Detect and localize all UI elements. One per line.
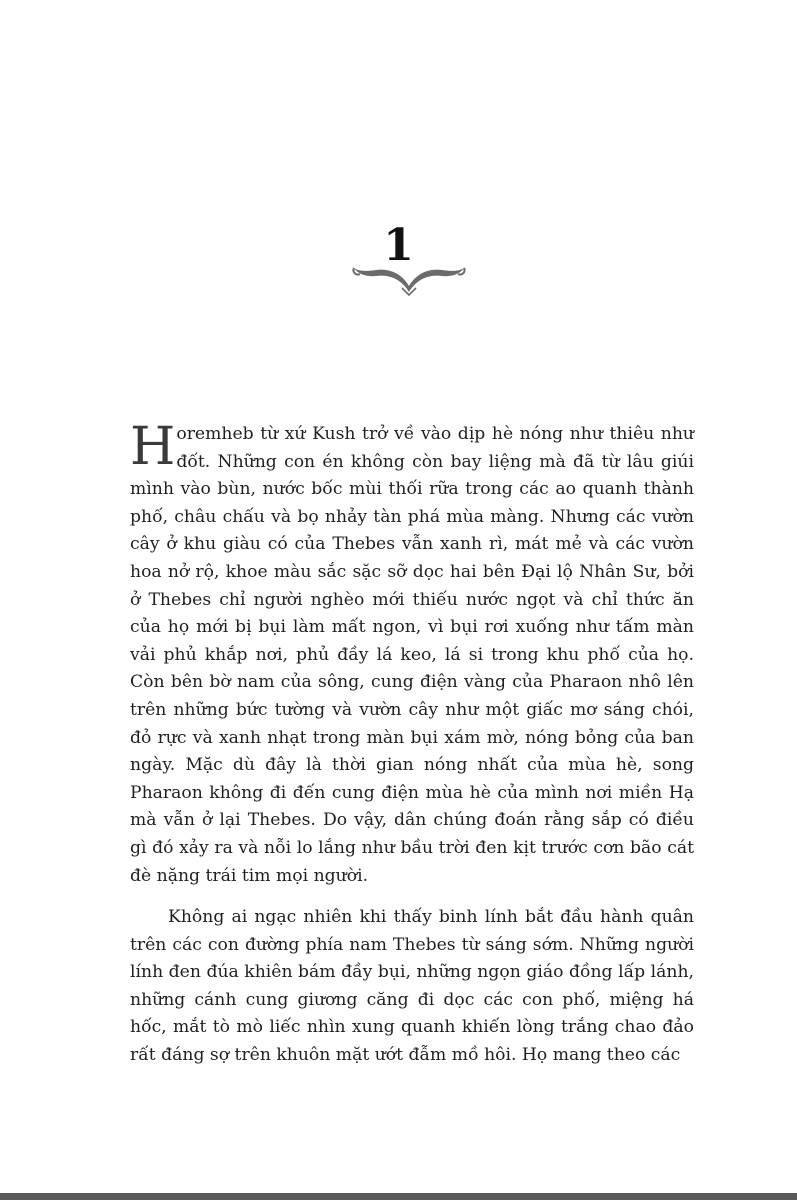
chapter-body xyxy=(130,417,694,1070)
drop-cap: H xyxy=(130,417,176,477)
swirl-ornament-icon xyxy=(350,262,468,296)
page-bottom-rule xyxy=(0,1193,797,1200)
paragraph-1-text: oremheb từ xứ Kush trở về vào dịp hè nóng như thiêu như đốt. Những con én không còn bay liệng mà đã từ lâu giúi mình vào bùn, nước bốc mùi thối rữa trong các ao quanh thành phố, châu chấu và bọ nhảy tàn phá mùa màng. Nhưng các vườn cây ở khu giàu có của Thebes vẫn xanh rì, mát mẻ và các vườn hoa nở rộ, khoe màu sắc sặc sỡ dọc hai bên Đại lộ Nhân Sư, bởi ở Thebes chỉ người nghèo mới thiếu nước ngọt và chỉ thức ăn của họ mới bị bụi làm mất ngon, vì bụi rơi xuống như tấm màn vải phủ khắp nơi, phủ đầy lá keo, lá si trong khu phố của họ. Còn bên bờ nam của sông, cung điện vàng của Pharaon nhô lên trên những bức tường và vườn cây như một giấc mơ sáng chói, đỏ rực và xanh nhạt trong màn bụi xám mờ, nóng bỏng của ban ngày. Mặc dù đây là thời gian nóng nhất của mùa hè, song Pharaon không đi đến cung điện mùa hè của mình nơi miền Hạ mà vẫn ở lại Thebes. Do vậy, dân chúng đoán rằng sắp có điều gì đó xảy ra và nỗi lo lắng như bầu trời đen kịt trước cơn bão cát đè nặng trái tim mọi người. xyxy=(130,424,694,886)
paragraph-1 xyxy=(130,417,694,890)
paragraph-2: Không ai ngạc nhiên khi thấy binh lính bắt đầu hành quân trên các con đường phía nam Thebes từ sáng sớm. Những người lính đen đúa khiên bám đầy bụi, những ngọn giáo đồng lấp lánh, những cánh cung giương căng đi dọc các con phố, miệng há hốc, mắt tò mò liếc nhìn xung quanh khiến lòng trắng chao đảo rất đáng sợ trên khuôn mặt ướt đẫm mồ hôi. Họ mang theo các xyxy=(130,907,694,1066)
chapter-number: 1 xyxy=(383,220,414,271)
